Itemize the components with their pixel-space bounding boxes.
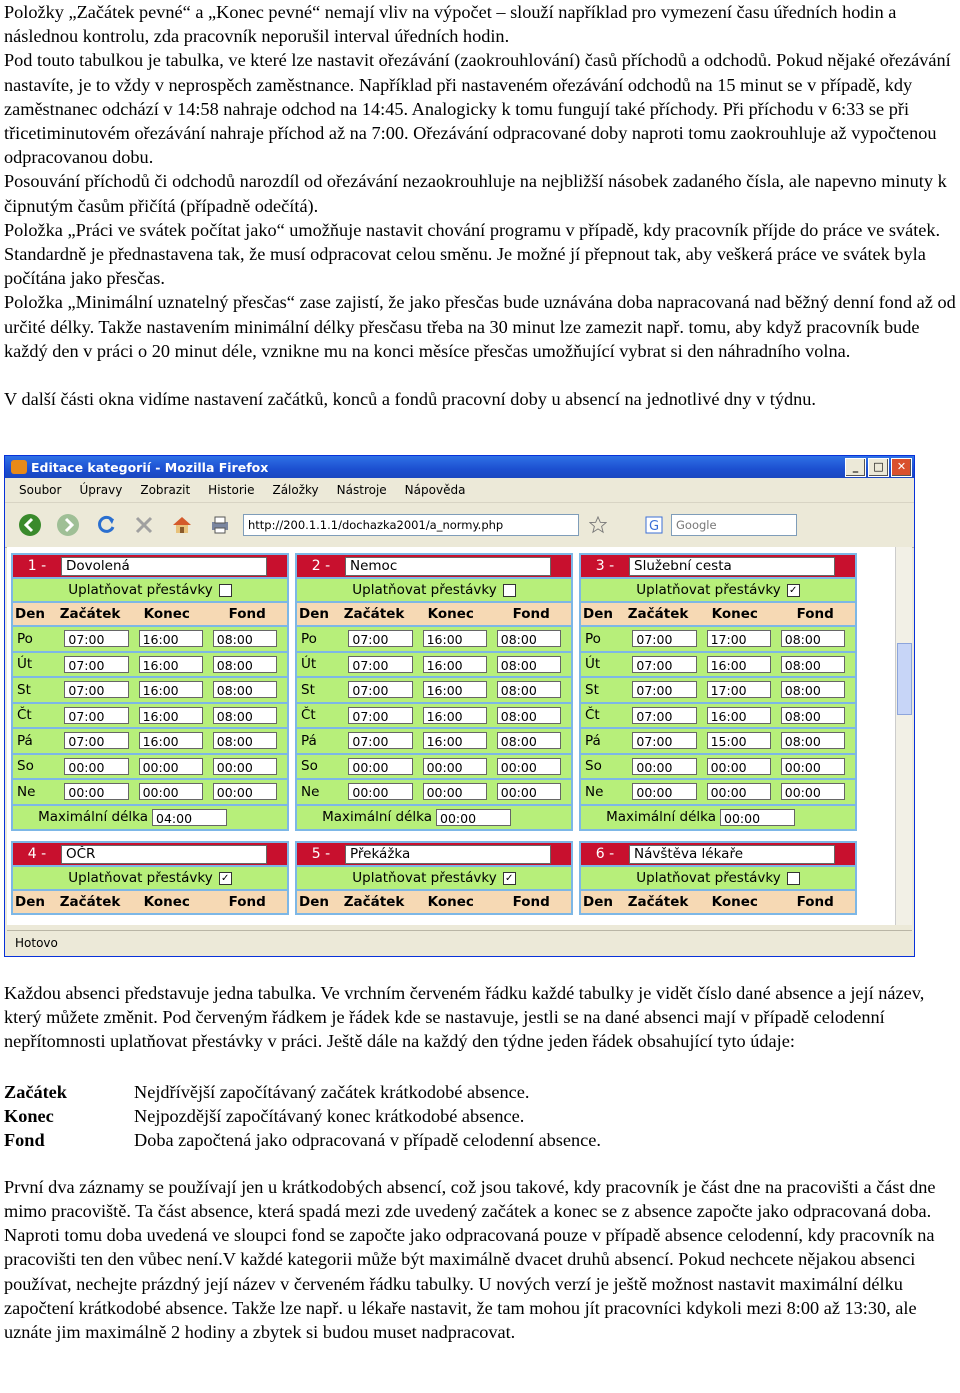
- day-label: So: [301, 758, 318, 775]
- column-header-row: [581, 891, 855, 913]
- spacer: [0, 1054, 960, 1076]
- start-time-input[interactable]: 00:00: [632, 758, 696, 775]
- breaks-row: [297, 579, 571, 601]
- day-label: Út: [17, 656, 33, 673]
- col-den: Den: [15, 606, 45, 622]
- col-fond: Fond: [512, 894, 550, 910]
- category-table: [579, 841, 857, 915]
- menu-historie[interactable]: Historie: [208, 483, 255, 497]
- end-time-input[interactable]: 16:00: [423, 732, 487, 749]
- day-row: [13, 627, 287, 651]
- col-den: Den: [15, 894, 45, 910]
- menu-bar: [5, 478, 914, 503]
- bookmark-star-icon[interactable]: [585, 512, 611, 538]
- category-number: 1 -: [27, 558, 47, 574]
- back-icon[interactable]: [17, 512, 43, 538]
- google-search-icon[interactable]: [641, 512, 667, 538]
- col-zacatek: Začátek: [627, 894, 689, 910]
- menu-zobrazit[interactable]: Zobrazit: [140, 483, 191, 497]
- col-konec: Konec: [143, 894, 190, 910]
- day-row: [581, 729, 855, 753]
- end-time-input[interactable]: 16:00: [423, 707, 487, 724]
- close-button[interactable]: ✕: [891, 458, 912, 477]
- window-titlebar: [5, 456, 914, 478]
- max-length-row: [581, 806, 855, 829]
- end-time-input[interactable]: 16:00: [423, 656, 487, 673]
- end-time-input[interactable]: 16:00: [423, 681, 487, 698]
- reload-icon[interactable]: [93, 512, 119, 538]
- day-row: [297, 729, 571, 753]
- firefox-window: [4, 455, 915, 957]
- fond-input[interactable]: 08:00: [213, 656, 277, 673]
- category-header: [13, 555, 287, 577]
- day-row: [581, 678, 855, 702]
- home-icon[interactable]: [169, 512, 195, 538]
- end-time-input[interactable]: 15:00: [707, 732, 771, 749]
- max-length-label: Maximální délka: [38, 809, 148, 825]
- col-fond: Fond: [228, 894, 266, 910]
- col-zacatek: Začátek: [343, 894, 405, 910]
- start-time-input[interactable]: 07:00: [64, 681, 128, 698]
- start-time-input[interactable]: 07:00: [64, 732, 128, 749]
- breaks-row: [13, 867, 287, 889]
- day-row: [581, 704, 855, 728]
- day-row: [581, 653, 855, 677]
- category-table: [579, 553, 857, 831]
- col-konec: Konec: [427, 894, 474, 910]
- start-time-input[interactable]: 07:00: [348, 681, 412, 698]
- spacer: [0, 363, 960, 387]
- category-name-input[interactable]: OČR: [61, 845, 267, 864]
- fond-input[interactable]: 00:00: [497, 783, 561, 800]
- start-time-input[interactable]: 07:00: [348, 732, 412, 749]
- day-label: Út: [301, 656, 317, 673]
- category-name-input[interactable]: Nemoc: [345, 557, 551, 576]
- col-zacatek: Začátek: [59, 894, 121, 910]
- day-label: Čt: [301, 707, 316, 724]
- day-row: [13, 704, 287, 728]
- max-length-row: [297, 806, 571, 829]
- category-header: [297, 843, 571, 865]
- forward-icon[interactable]: [55, 512, 81, 538]
- col-den: Den: [583, 894, 613, 910]
- category-table: [295, 841, 573, 915]
- category-table: [295, 553, 573, 831]
- category-header: [581, 843, 855, 865]
- col-zacatek: Začátek: [343, 606, 405, 622]
- start-time-input[interactable]: 00:00: [348, 758, 412, 775]
- fond-input[interactable]: 08:00: [497, 707, 561, 724]
- fond-input[interactable]: 08:00: [781, 656, 845, 673]
- day-label: Po: [301, 630, 317, 647]
- fond-input[interactable]: 08:00: [781, 630, 845, 647]
- fond-input[interactable]: 08:00: [497, 656, 561, 673]
- minimize-button[interactable]: _: [845, 458, 866, 477]
- max-length-input[interactable]: 00:00: [436, 809, 511, 826]
- day-label: St: [17, 681, 31, 698]
- col-den: Den: [299, 606, 329, 622]
- day-label: Po: [585, 630, 601, 647]
- menu-nastroje[interactable]: Nástroje: [336, 483, 387, 497]
- menu-napoveda[interactable]: Nápověda: [404, 483, 466, 497]
- intro-paragraph-1: Položky „Začátek pevné“ a „Konec pevné“ nemají vliv na výpočet – slouží například pro vymezení času úředních hodin a následnou kontrolu, zda pracovník neporušil interval úředních hodin.: [4, 2, 897, 47]
- start-time-input[interactable]: 07:00: [348, 630, 412, 647]
- menu-upravy[interactable]: Úpravy: [79, 483, 123, 497]
- legend-desc: Doba započtená jako odpracovaná v případě celodenní absence.: [134, 1130, 601, 1151]
- print-icon[interactable]: [207, 512, 233, 538]
- col-den: Den: [299, 894, 329, 910]
- column-header-row: [13, 891, 287, 913]
- category-header: [13, 843, 287, 865]
- max-length-input[interactable]: 04:00: [152, 809, 227, 826]
- legend-desc: Nejpozdější započítávaný konec krátkodobé absence.: [134, 1106, 525, 1127]
- fond-input[interactable]: 08:00: [781, 681, 845, 698]
- menu-zalozky[interactable]: Záložky: [272, 483, 319, 497]
- start-time-input[interactable]: 07:00: [64, 707, 128, 724]
- intro-paragraph-4: Položka „Práci ve svátek počítat jako“ umožňuje nastavit chování programu v případě, kdy pracovník příjde do práce ve svátek. Standardně je přednastavena tak, že musí odpracovat celou směnu. Je možné jí přepnout tak, aby veškerá práce ve svátek byla počítána jako přesčas.: [4, 219, 941, 289]
- end-time-input[interactable]: 00:00: [423, 783, 487, 800]
- page-content: [7, 547, 912, 925]
- breaks-label: Uplatňovat přestávky: [636, 582, 781, 598]
- fond-input[interactable]: 08:00: [213, 630, 277, 647]
- fond-input[interactable]: 08:00: [497, 681, 561, 698]
- category-number: 5 -: [311, 846, 331, 862]
- closing-paragraph: První dva záznamy se používají jen u krátkodobých absencí, což jsou takové, kdy pracovník je část dne na pracovišti a část dne mimo pracoviště. Ta část absence, která spadá mezi zde uvedený začátek a konec se z absence započte jako odpracovaná doba. Naproti tomu doba uvedená ve sloupci fond se započte jako odpracovaná pouze v případě absence celodenní, kdy pracovník na pracovišti ten den vůbec není.V každé kategorii může být maximálně dvacet druhů absencí. Pokud nechcete nějakou absenci používat, nechejte prázdný její název v červeném řádku tabulky. U nových verzí je ještě možnost nastavit maximální délku započtení krátkodobé absence. Takže lze např. u lékaře nastavit, že tam mohou jít pracovníci kdykoli mezi 8:00 až 13:30, ale uznáte jim maximálně 2 hodiny a zbytek si budou muset nadpracovat.: [4, 1176, 936, 1343]
- breaks-row: [297, 867, 571, 889]
- end-time-input[interactable]: 17:00: [707, 630, 771, 647]
- day-label: Ne: [17, 783, 36, 800]
- column-header-row: [297, 603, 571, 625]
- fond-input[interactable]: 08:00: [213, 681, 277, 698]
- category-number: 2 -: [311, 558, 331, 574]
- start-time-input[interactable]: 07:00: [632, 681, 696, 698]
- navigation-toolbar: [5, 503, 914, 548]
- start-time-input[interactable]: 07:00: [64, 630, 128, 647]
- fond-input[interactable]: 08:00: [497, 630, 561, 647]
- window-title: Editace kategorií - Mozilla Firefox: [31, 459, 269, 475]
- category-header: [297, 555, 571, 577]
- day-label: Pá: [301, 732, 317, 749]
- fond-input[interactable]: 08:00: [781, 732, 845, 749]
- menu-soubor[interactable]: Soubor: [19, 483, 62, 497]
- day-label: Čt: [17, 707, 32, 724]
- day-row: [297, 780, 571, 804]
- vertical-scrollbar[interactable]: [895, 547, 912, 925]
- start-time-input[interactable]: 07:00: [632, 630, 696, 647]
- start-time-input[interactable]: 00:00: [64, 783, 128, 800]
- day-row: [297, 653, 571, 677]
- day-row: [581, 755, 855, 779]
- after-screenshot-paragraph: Každou absenci představuje jedna tabulka. Ve vrchním červeném řádku každé tabulky je vidět číslo dané absence a její název, který můžete změnit. Pod červeným řádkem je řádek kde se nastavuje, jestli se na dané absenci mají v případě celodenní nepřítomnosti uplatňovat přestávky v práci. Ještě dále na každý den týdne jeden řádek obsahující tyto údaje:: [4, 983, 925, 1052]
- day-label: Pá: [17, 732, 33, 749]
- start-time-input[interactable]: 00:00: [632, 783, 696, 800]
- day-row: [297, 704, 571, 728]
- legend-term: Fond: [4, 1130, 45, 1151]
- max-length-label: Maximální délka: [606, 809, 716, 825]
- end-time-input[interactable]: 00:00: [139, 783, 203, 800]
- scrollbar-thumb[interactable]: [897, 643, 912, 715]
- day-row: [13, 678, 287, 702]
- document-body: [0, 0, 960, 411]
- intro-paragraph-5: Položka „Minimální uznatelný přesčas“ zase zajistí, že jako přesčas bude uznávána doba napracovaná nad běžný denní fond až od určité délky. Takže nastavením minimální délky přesčasu třeba na 30 minut lze zamezit např. tomu, aby když pracovník bude každý den v práci o 20 minut déle, vznikne mu na konci měsíce přesčas umožňující vybrat si den náhradního volna.: [4, 292, 956, 361]
- category-name-input[interactable]: Dovolená: [61, 557, 267, 576]
- legend-row: [0, 1128, 960, 1152]
- day-row: [13, 653, 287, 677]
- day-row: [297, 627, 571, 651]
- day-row: [13, 729, 287, 753]
- category-name-input[interactable]: Služební cesta: [629, 557, 835, 576]
- fond-input[interactable]: 00:00: [213, 783, 277, 800]
- firefox-icon: [11, 460, 27, 474]
- spacer: [0, 1153, 960, 1175]
- day-label: Pá: [585, 732, 601, 749]
- col-zacatek: Začátek: [627, 606, 689, 622]
- day-row: [297, 755, 571, 779]
- maximize-button[interactable]: □: [868, 458, 889, 477]
- category-number: 4 -: [27, 846, 47, 862]
- breaks-checkbox[interactable]: [787, 872, 800, 885]
- end-time-input[interactable]: 16:00: [423, 630, 487, 647]
- category-table: [11, 553, 289, 831]
- col-fond: Fond: [796, 606, 834, 622]
- end-time-input[interactable]: 16:00: [707, 656, 771, 673]
- end-time-input[interactable]: 16:00: [139, 732, 203, 749]
- intro-paragraph-3: Posouvání příchodů či odchodů narozdíl od ořezávání nezaokrouhluje na nejbližší násobek zadaného čísla, ale napevno minuty k čipnutým časům přičítá (případně odečítá).: [4, 171, 947, 216]
- legend-row: [0, 1080, 960, 1104]
- day-row: [581, 780, 855, 804]
- field-legend: [0, 1080, 960, 1153]
- col-fond: Fond: [512, 606, 550, 622]
- day-label: St: [585, 681, 599, 698]
- breaks-row: [581, 579, 855, 601]
- intro-paragraph-2: Pod touto tabulkou je tabulka, ve které lze nastavit ořezávání (zaokrouhlování) časů příchodů a odchodů. Pokud nějaké ořezávání nastavíte, je to vždy v neprospěch zaměstnance. Například při nastaveném ořezávání odchodů na 15 minut se v případě, kdy zaměstnanec odchází v 14:58 nahraje odchod na 14:45. Analogicky k tomu fungují také příchody. Při příchodu v 6:33 se při třicetiminutovém ořezávání nahraje příchod až na 7:00. Ořezávání odpracované doby naproti tomu zaokrouhluje až vypočtenou odpracovanou dobu.: [4, 50, 951, 168]
- breaks-checkbox[interactable]: [503, 584, 516, 597]
- col-fond: Fond: [228, 606, 266, 622]
- legend-desc: Nejdřívější započítávaný začátek krátkodobé absence.: [134, 1081, 530, 1102]
- category-number: 6 -: [595, 846, 615, 862]
- day-label: So: [585, 758, 602, 775]
- end-time-input[interactable]: 00:00: [707, 783, 771, 800]
- breaks-label: Uplatňovat přestávky: [68, 870, 213, 886]
- search-input[interactable]: Google: [671, 514, 797, 536]
- day-row: [13, 755, 287, 779]
- day-label: So: [17, 758, 34, 775]
- col-zacatek: Začátek: [59, 606, 121, 622]
- breaks-checkbox[interactable]: ✓: [503, 872, 516, 885]
- fond-input[interactable]: 00:00: [213, 758, 277, 775]
- day-label: Út: [585, 656, 601, 673]
- end-time-input[interactable]: 16:00: [139, 656, 203, 673]
- max-length-input[interactable]: 00:00: [720, 809, 795, 826]
- fond-input[interactable]: 08:00: [781, 707, 845, 724]
- category-name-input[interactable]: Překážka: [345, 845, 551, 864]
- breaks-checkbox[interactable]: ✓: [219, 872, 232, 885]
- category-table: [11, 841, 289, 915]
- breaks-label: Uplatňovat přestávky: [352, 870, 497, 886]
- stop-icon[interactable]: [131, 512, 157, 538]
- end-time-input[interactable]: 00:00: [707, 758, 771, 775]
- col-konec: Konec: [711, 894, 758, 910]
- start-time-input[interactable]: 07:00: [348, 656, 412, 673]
- column-header-row: [13, 603, 287, 625]
- breaks-label: Uplatňovat přestávky: [68, 582, 213, 598]
- col-konec: Konec: [427, 606, 474, 622]
- day-row: [581, 627, 855, 651]
- start-time-input[interactable]: 07:00: [64, 656, 128, 673]
- day-label: Ne: [301, 783, 320, 800]
- breaks-checkbox[interactable]: [219, 584, 232, 597]
- start-time-input[interactable]: 07:00: [348, 707, 412, 724]
- start-time-input[interactable]: 00:00: [64, 758, 128, 775]
- url-input[interactable]: http://200.1.1.1/dochazka2001/a_normy.php: [243, 514, 579, 536]
- col-konec: Konec: [143, 606, 190, 622]
- end-time-input[interactable]: 00:00: [423, 758, 487, 775]
- start-time-input[interactable]: 07:00: [632, 707, 696, 724]
- fond-input[interactable]: 00:00: [781, 783, 845, 800]
- day-label: Ne: [585, 783, 604, 800]
- day-label: Čt: [585, 707, 600, 724]
- column-header-row: [297, 891, 571, 913]
- start-time-input[interactable]: 07:00: [632, 732, 696, 749]
- fond-input[interactable]: 00:00: [781, 758, 845, 775]
- screenshot-intro: V další části okna vidíme nastavení začátků, konců a fondů pracovní doby u absencí na jednotlivé dny v týdnu.: [4, 389, 816, 410]
- fond-input[interactable]: 08:00: [213, 732, 277, 749]
- legend-term: Konec: [4, 1106, 54, 1127]
- breaks-label: Uplatňovat přestávky: [352, 582, 497, 598]
- category-name-input[interactable]: Návštěva lékaře: [629, 845, 835, 864]
- end-time-input[interactable]: 00:00: [139, 758, 203, 775]
- breaks-checkbox[interactable]: ✓: [787, 584, 800, 597]
- fond-input[interactable]: 08:00: [497, 732, 561, 749]
- legend-term: Začátek: [4, 1081, 67, 1102]
- end-time-input[interactable]: 16:00: [139, 707, 203, 724]
- day-row: [297, 678, 571, 702]
- max-length-row: [13, 806, 287, 829]
- fond-input[interactable]: 00:00: [497, 758, 561, 775]
- category-number: 3 -: [595, 558, 615, 574]
- svg-text:G: G: [649, 519, 660, 534]
- end-time-input[interactable]: 16:00: [707, 707, 771, 724]
- breaks-row: [13, 579, 287, 601]
- day-row: [13, 780, 287, 804]
- col-den: Den: [583, 606, 613, 622]
- legend-row: [0, 1104, 960, 1128]
- start-time-input[interactable]: 07:00: [632, 656, 696, 673]
- breaks-label: Uplatňovat přestávky: [636, 870, 781, 886]
- fond-input[interactable]: 08:00: [213, 707, 277, 724]
- day-label: St: [301, 681, 315, 698]
- column-header-row: [581, 603, 855, 625]
- breaks-row: [581, 867, 855, 889]
- end-time-input[interactable]: 17:00: [707, 681, 771, 698]
- end-time-input[interactable]: 16:00: [139, 681, 203, 698]
- after-screenshot-section: [0, 981, 960, 1344]
- col-fond: Fond: [796, 894, 834, 910]
- col-konec: Konec: [711, 606, 758, 622]
- start-time-input[interactable]: 00:00: [348, 783, 412, 800]
- category-header: [581, 555, 855, 577]
- status-bar: Hotovo: [7, 930, 912, 954]
- max-length-label: Maximální délka: [322, 809, 432, 825]
- day-label: Po: [17, 630, 33, 647]
- end-time-input[interactable]: 16:00: [139, 630, 203, 647]
